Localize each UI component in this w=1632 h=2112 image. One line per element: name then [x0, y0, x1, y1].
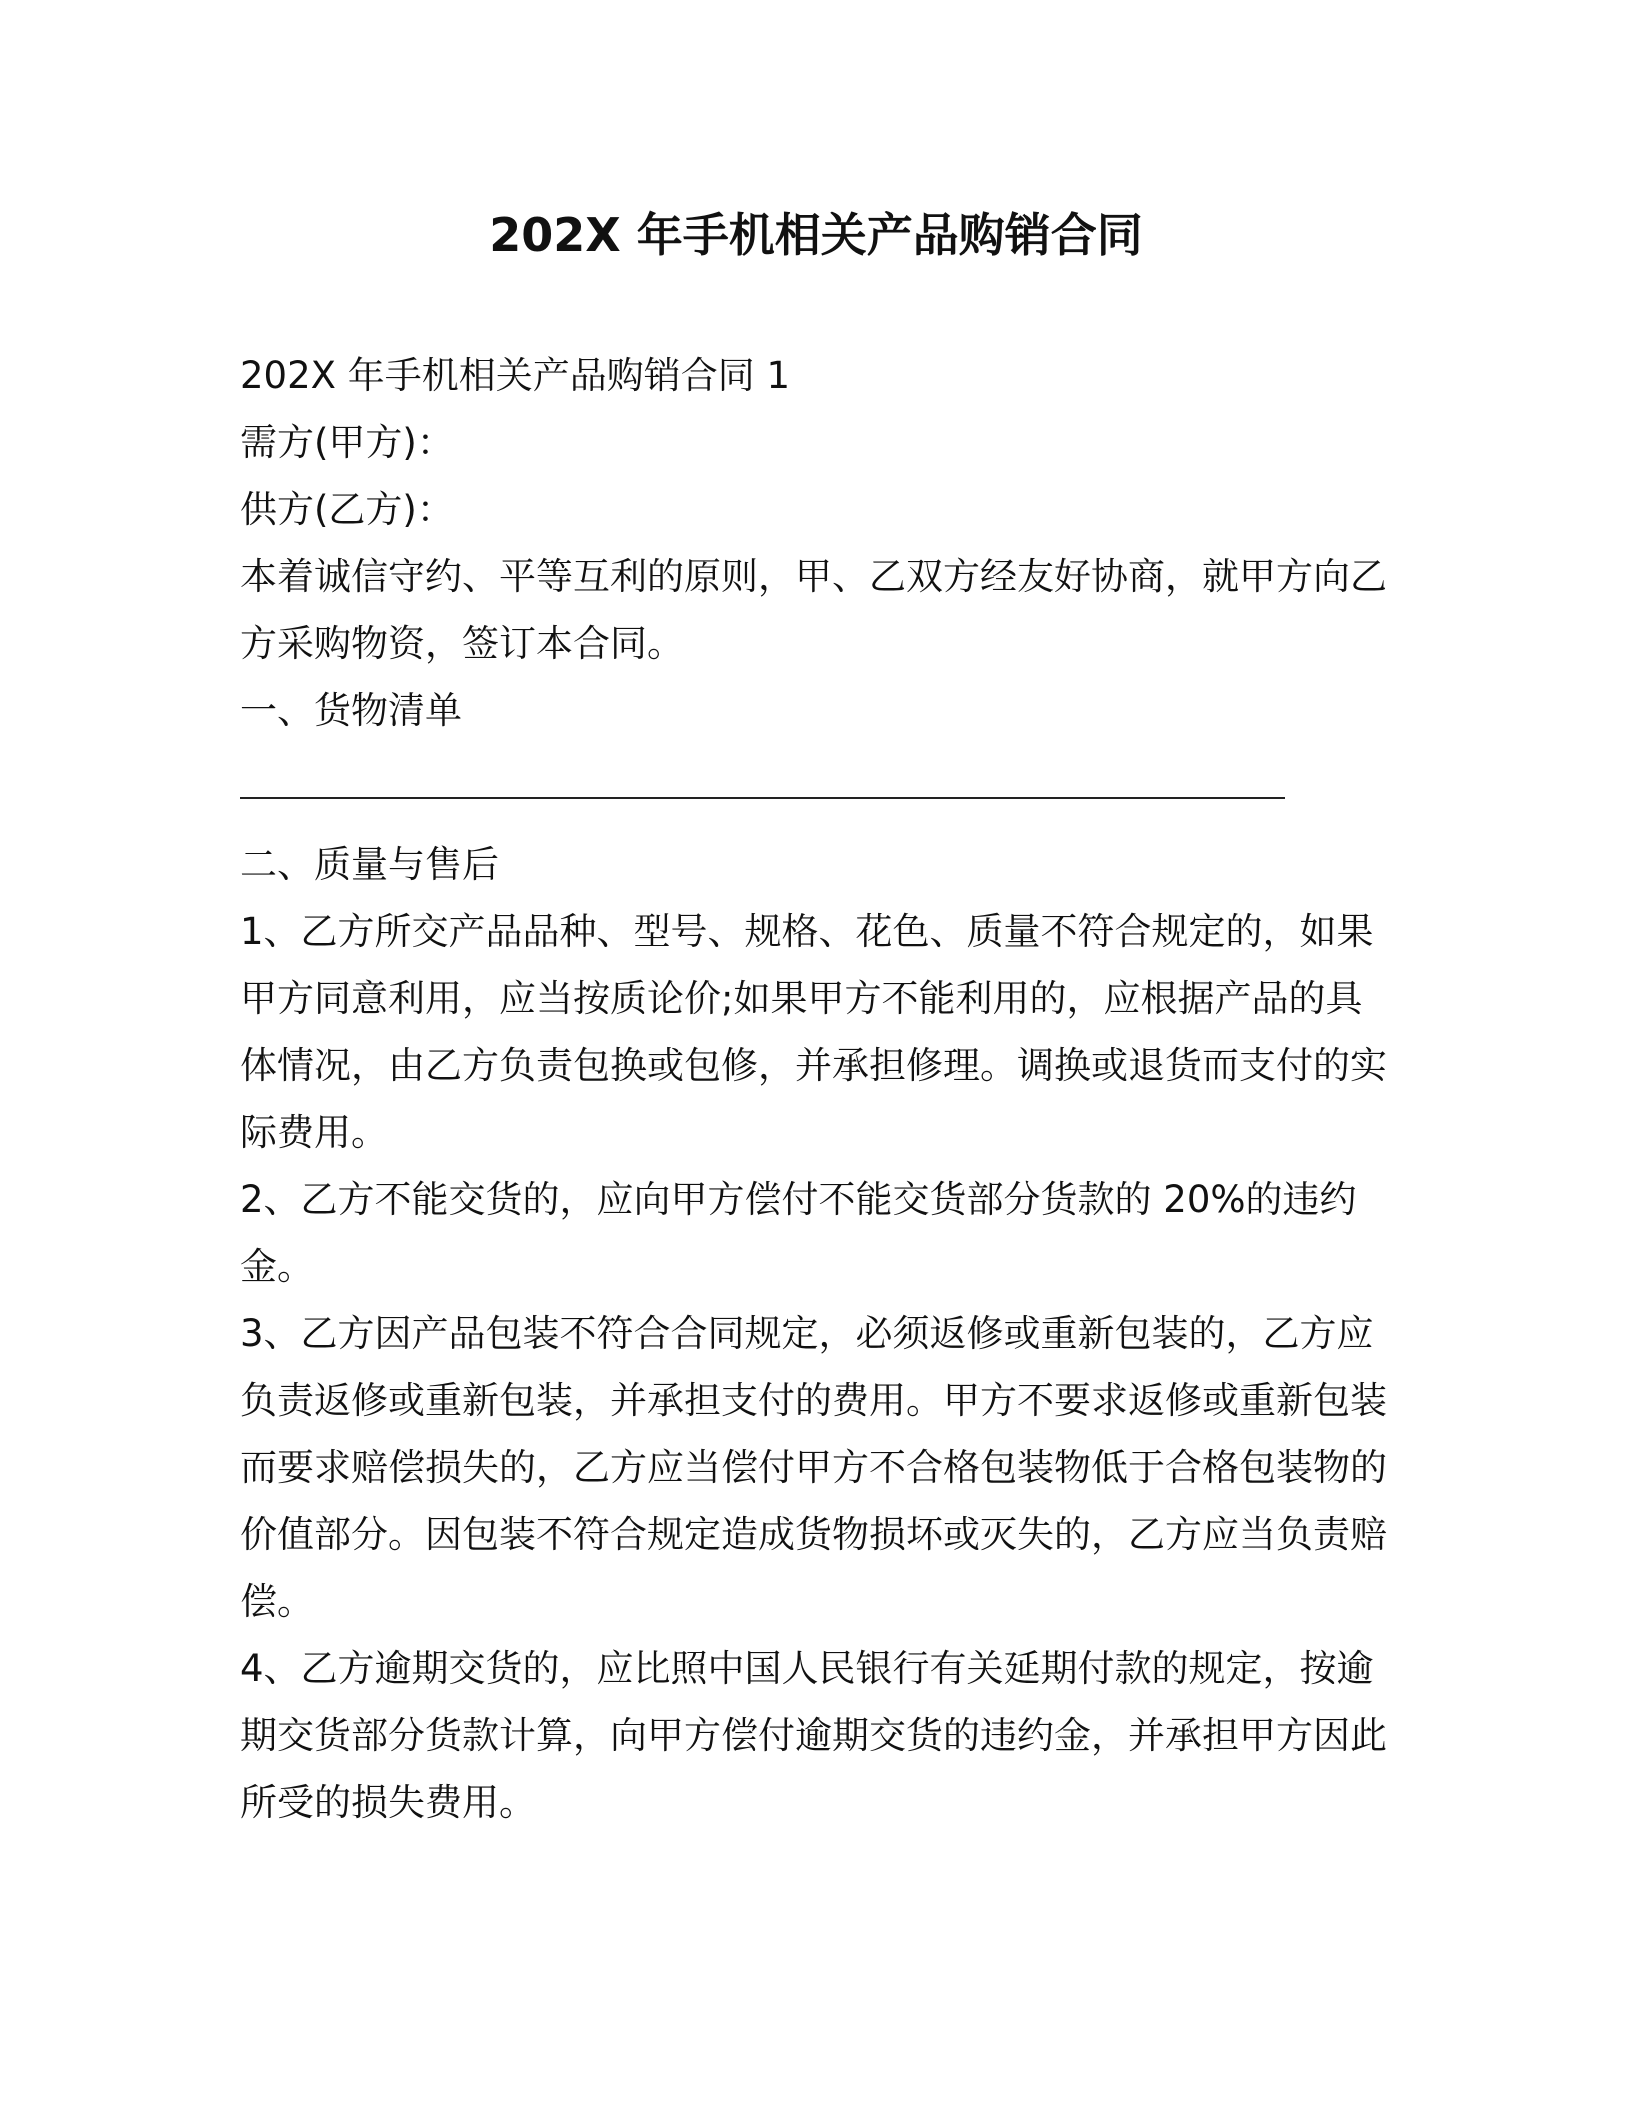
fill-in-underline [240, 797, 1285, 799]
intro-paragraph: 本着诚信守约、平等互利的原则，甲、乙双方经友好协商，就甲方向乙方采购物资，签订本合同。 [240, 555, 1387, 665]
section-heading-quality: 二、质量与售后 [240, 843, 499, 886]
buyer-label: 需方(甲方)： [240, 421, 454, 464]
clause-2: 2、乙方不能交货的，应向甲方偿付不能交货部分货款的 20%的违约金。 [240, 1178, 1357, 1288]
contract-subtitle: 202X 年手机相关产品购销合同 1 [240, 354, 791, 397]
clause-4: 4、乙方逾期交货的，应比照中国人民银行有关延期付款的规定，按逾期交货部分货款计算，向甲方偿付逾期交货的违约金，并承担甲方因此所受的损失费用。 [240, 1647, 1387, 1824]
document-title: 202X 年手机相关产品购销合同 [489, 208, 1143, 262]
section-heading-goods-list: 一、货物清单 [240, 689, 462, 732]
clause-3: 3、乙方因产品包装不符合合同规定，必须返修或重新包装的，乙方应负责返修或重新包装，并承担支付的费用。甲方不要求返修或重新包装而要求赔偿损失的，乙方应当偿付甲方不合格包装物低于合格包装物的价值部分。因包装不符合规定造成货物损坏或灭失的，乙方应当负责赔偿。 [240, 1312, 1387, 1623]
document-body [240, 342, 1390, 1836]
seller-label: 供方(乙方)： [240, 488, 454, 531]
clause-1: 1、乙方所交产品品种、型号、规格、花色、质量不符合规定的，如果甲方同意利用，应当按质论价;如果甲方不能利用的，应根据产品的具体情况，由乙方负责包换或包修，并承担修理。调换或退货而支付的实际费用。 [240, 910, 1387, 1154]
goods-list-blank [240, 744, 1390, 811]
